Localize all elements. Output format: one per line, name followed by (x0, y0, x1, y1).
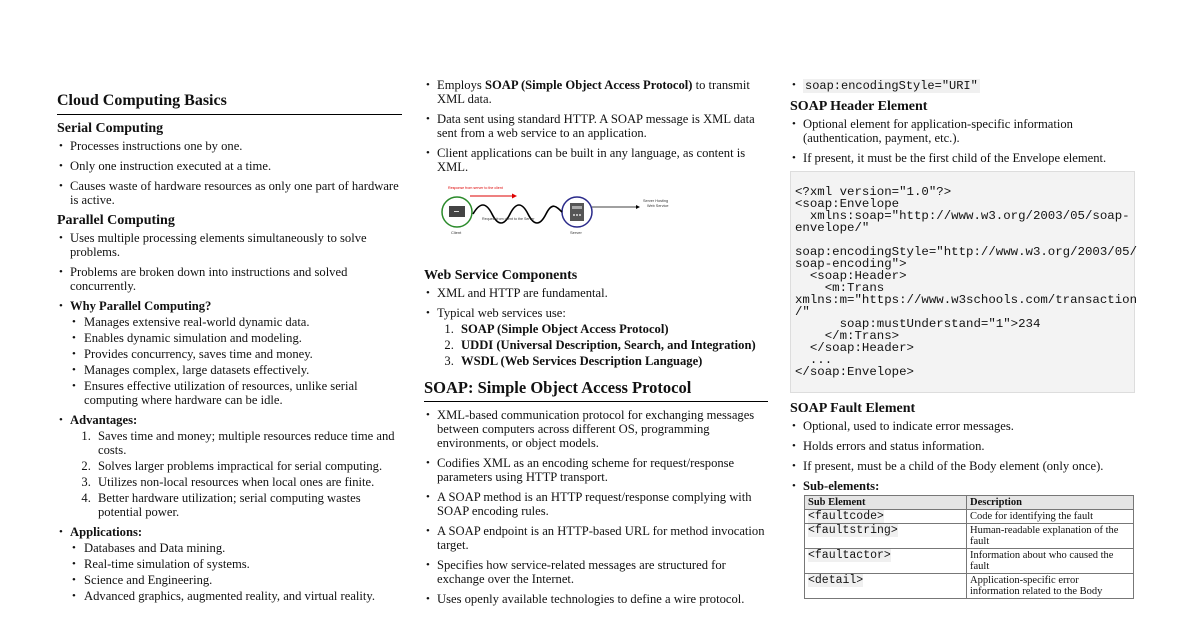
services-list (437, 322, 768, 368)
table-header: Description (967, 496, 1134, 510)
list-item: • Enables dynamic simulation and modeling. (72, 331, 402, 345)
encoding-style-code: soap:encodingStyle="URI" (805, 79, 978, 93)
list-item: • A SOAP endpoint is an HTTP-based URL for method invocation target. (437, 524, 768, 552)
list-item: • Data sent using standard HTTP. A SOAP message is XML data sent from a web service to an application. (437, 112, 768, 140)
column-3 (790, 78, 1138, 599)
list-item: • Client applications can be built in any language, as content is XML. (437, 146, 768, 174)
code-text: <detail> (808, 574, 864, 587)
table-row (805, 549, 1134, 574)
code-block: <?xml version="1.0"?> <soap:Envelope xmlns:soap="http://www.w3.org/2003/05/soap- envelope/" soap:encodingStyle="http://www.w3.org/2003/05/ soap-encoding"> <soap:Header> <m:Trans xmlns:m="https://www.w3schools.com/transaction /" soap:mustUnderstand="1">234 </m:Trans> </soap:Header> ... </soap:Envelope> (790, 171, 1135, 393)
list-item (70, 525, 402, 603)
serial-list (57, 139, 402, 207)
text: UDDI (Universal Description, Search, and Integration) (461, 338, 756, 352)
list-item (457, 354, 768, 368)
why-list (70, 315, 402, 407)
hosting-arrow-head (636, 205, 640, 209)
list-item: • A SOAP method is an HTTP request/response complying with SOAP encoding rules. (437, 490, 768, 518)
header-list (790, 117, 1135, 165)
table-row (805, 510, 1134, 524)
list-item: • If present, must be a child of the Body element (only once). (803, 459, 1135, 473)
list-item: 1. Saves time and money; multiple resources reduce time and costs. (94, 429, 402, 457)
server-icon-detail (572, 206, 582, 209)
list-item (803, 479, 1135, 493)
page-title: Cloud Computing Basics (57, 92, 402, 115)
list-item: • Only one instruction executed at a time. (70, 159, 402, 173)
list-item: • XML-based communication protocol for exchanging messages between computers across different OS, programming environments, or object models. (437, 408, 768, 450)
list-item (437, 78, 768, 106)
applications-list (70, 541, 402, 603)
list-item: 2. Solves larger problems impractical for serial computing. (94, 459, 402, 473)
table-cell: Human-readable explanation of the fault (967, 524, 1134, 549)
table-header: Sub Element (805, 496, 967, 510)
list-item: • If present, it must be the first child of the Envelope element. (803, 151, 1135, 165)
text: SOAP (Simple Object Access Protocol) (461, 322, 669, 336)
list-item: • Databases and Data mining. (72, 541, 402, 555)
list-item (70, 413, 402, 519)
table-row (805, 574, 1134, 599)
table-row (805, 524, 1134, 549)
table-cell: Application-specific error information related to the Body (967, 574, 1134, 599)
sub-elements-heading: Sub-elements: (803, 479, 880, 493)
list-item (803, 78, 1135, 93)
server-light (573, 214, 575, 216)
soap-heading: SOAP: Simple Object Access Protocol (424, 378, 768, 402)
list-item: 4. Better hardware utilization; serial computing wastes potential power. (94, 491, 402, 519)
client-label: Client (451, 230, 462, 235)
soap-header-heading: SOAP Header Element (790, 99, 928, 114)
hosting-label-2: Web Service (647, 204, 669, 208)
list-item: • Manages extensive real-world dynamic data. (72, 315, 402, 329)
table-cell (805, 549, 967, 574)
list-item: • Advanced graphics, augmented reality, and virtual reality. (72, 589, 402, 603)
code-text: <faultstring> (808, 524, 898, 537)
fault-list (790, 419, 1135, 493)
text: to transmit XML data. (437, 78, 750, 106)
serial-computing-heading: Serial Computing (57, 121, 164, 136)
response-arrow-head (512, 194, 517, 199)
parallel-list (57, 231, 402, 603)
server-light (579, 214, 581, 216)
table-cell (805, 510, 967, 524)
hosting-label-1: Server Hosting (643, 199, 669, 203)
list-item: • Holds errors and status information. (803, 439, 1135, 453)
soap-fault-heading: SOAP Fault Element (790, 401, 916, 416)
why-parallel-heading: Why Parallel Computing? (70, 299, 212, 313)
list-item: • Manages complex, large datasets effectively. (72, 363, 402, 377)
server-light (576, 214, 578, 216)
list-item: • Optional, used to indicate error messages. (803, 419, 1135, 433)
table-cell (805, 574, 967, 599)
list-item: • Uses multiple processing elements simultaneously to solve problems. (70, 231, 402, 259)
list-item (70, 299, 402, 407)
list-item: • Causes waste of hardware resources as only one part of hardware is active. (70, 179, 402, 207)
column-1 (57, 92, 402, 609)
fault-subelements-table (804, 495, 1134, 599)
response-label: Response from server to the client (448, 186, 503, 190)
soap-diagram-svg (440, 182, 670, 238)
soap-list (424, 408, 768, 606)
advantages-heading: Advantages: (70, 413, 138, 427)
list-item: • Science and Engineering. (72, 573, 402, 587)
list-item: • Codifies XML as an encoding scheme for request/response parameters using HTTP transport. (437, 456, 768, 484)
text: WSDL (Web Services Description Language) (461, 354, 703, 368)
client-computer-detail (454, 211, 459, 212)
components-list (424, 286, 768, 368)
list-item: • XML and HTTP are fundamental. (437, 286, 768, 300)
server-label: Server (570, 230, 582, 235)
list-item (437, 306, 768, 368)
table-cell: Code for identifying the fault (967, 510, 1134, 524)
code-text: <faultcode> (808, 510, 884, 523)
list-item: • Problems are broken down into instructions and solved concurrently. (70, 265, 402, 293)
list-item: 3. Utilizes non-local resources when local ones are finite. (94, 475, 402, 489)
soap-bold-text: SOAP (Simple Object Access Protocol) (484, 78, 693, 92)
server-icon (570, 203, 584, 221)
code-text: <faultactor> (808, 549, 891, 562)
list-item: • Uses openly available technologies to define a wire protocol. (437, 592, 768, 606)
column-2 (424, 78, 768, 612)
list-item: • Processes instructions one by one. (70, 139, 402, 153)
advantages-list (70, 429, 402, 519)
list-item: • Real-time simulation of systems. (72, 557, 402, 571)
parallel-computing-heading: Parallel Computing (57, 213, 175, 228)
web-service-components-heading: Web Service Components (424, 268, 578, 283)
list-item (457, 322, 768, 336)
table-header-row (805, 496, 1134, 510)
soap-diagram (440, 182, 670, 238)
table-cell: Information about who caused the fault (967, 549, 1134, 574)
soap-transport-list (424, 78, 768, 174)
list-item: • Provides concurrency, saves time and money. (72, 347, 402, 361)
applications-heading: Applications: (70, 525, 143, 539)
list-item: • Optional element for application-specific information (authentication, payment, etc.). (803, 117, 1135, 145)
encoding-list (790, 78, 1135, 93)
table-cell (805, 524, 967, 549)
request-label: Request from client to the Server (482, 217, 535, 221)
list-item (457, 338, 768, 352)
text: Employs (437, 78, 485, 92)
list-item: • Ensures effective utilization of resources, unlike serial computing where hardware can be idle. (72, 379, 402, 407)
list-item: • Specifies how service-related messages are structured for exchange over the Internet. (437, 558, 768, 586)
text: Typical web services use: (437, 306, 566, 320)
